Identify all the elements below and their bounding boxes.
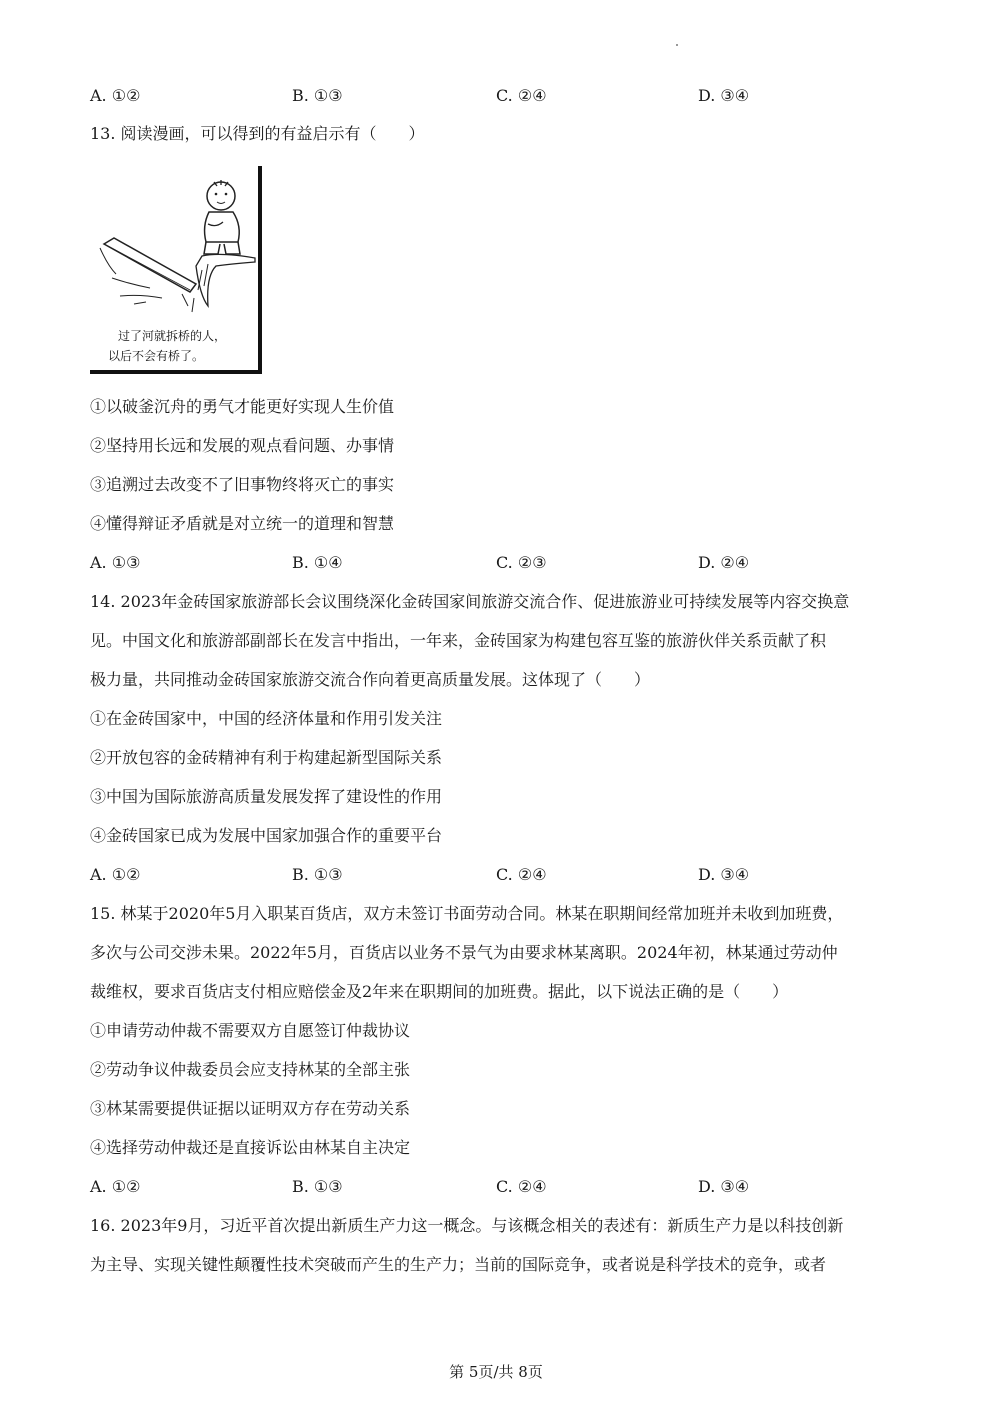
option-a: A. ①③ [90,553,141,572]
cartoon-image [90,166,264,376]
q16-stem-line-1: 16. 2023年9月，习近平首次提出新质生产力这一概念。与该概念相关的表述有：新质生产力是以科技创新 [90,1216,844,1235]
option-a: A. ①② [90,865,141,884]
option-c: C. ②④ [496,1177,547,1196]
option-b: B. ①④ [292,553,343,572]
option-c: C. ②④ [496,86,547,105]
option-b: B. ①③ [292,1177,343,1196]
q15-statement-4: ④选择劳动仲裁还是直接诉讼由林某自主决定 [90,1138,411,1157]
q14-stem-line-1: 14. 2023年金砖国家旅游部长会议围绕深化金砖国家间旅游交流合作、促进旅游业可持续发展等内容交换意 [90,592,850,611]
q14-stem-line-3: 极力量，共同推动金砖国家旅游交流合作向着更高质量发展。这体现了（ ） [90,670,651,689]
option-d: D. ③④ [698,865,750,884]
q14-statement-4: ④金砖国家已成为发展中国家加强合作的重要平台 [90,826,443,845]
q15-stem-line-3: 裁维权，要求百货店支付相应赔偿金及2年来在职期间的加班费。据此，以下说法正确的是（ ） [90,982,789,1001]
cartoon-caption-line-1: 过了河就拆桥的人， [118,329,227,343]
q15-statement-2: ②劳动争议仲裁委员会应支持林某的全部主张 [90,1060,411,1079]
option-d: D. ③④ [698,1177,750,1196]
q14-statement-2: ②开放包容的金砖精神有利于构建起新型国际关系 [90,748,443,767]
q15-stem-line-2: 多次与公司交涉未果。2022年5月，百货店以业务不景气为由要求林某离职。2024年初，林某通过劳动仲 [90,943,838,962]
q14-statement-3: ③中国为国际旅游高质量发展发挥了建设性的作用 [90,787,443,806]
option-a: A. ①② [90,1177,141,1196]
option-c: C. ②③ [496,553,547,572]
q13-stem: 13. 阅读漫画，可以得到的有益启示有（ ） [90,124,425,143]
option-d: D. ③④ [698,86,750,105]
page-footer: 第 5页/共 8页 [449,1363,543,1381]
q13-statement-2: ②坚持用长远和发展的观点看问题、办事情 [90,436,395,455]
q13-statement-1: ①以破釜沉舟的勇气才能更好实现人生价值 [90,397,395,416]
scan-speck [676,44,678,46]
q14-stem-line-2: 见。中国文化和旅游部副部长在发言中指出，一年来，金砖国家为构建包容互鉴的旅游伙伴关系贡献了积 [90,631,827,650]
option-b: B. ①③ [292,86,343,105]
q14-statement-1: ①在金砖国家中，中国的经济体量和作用引发关注 [90,709,443,728]
q15-statement-1: ①申请劳动仲裁不需要双方自愿签订仲裁协议 [90,1021,411,1040]
q13-statement-3: ③追溯过去改变不了旧事物终将灭亡的事实 [90,475,395,494]
option-d: D. ②④ [698,553,750,572]
option-a: A. ①② [90,86,141,105]
option-b: B. ①③ [292,865,343,884]
option-c: C. ②④ [496,865,547,884]
q15-stem-line-1: 15. 林某于2020年5月入职某百货店，双方未签订书面劳动合同。林某在职期间经常加班并未收到加班费， [90,904,844,923]
q15-statement-3: ③林某需要提供证据以证明双方存在劳动关系 [90,1099,411,1118]
q16-stem-line-2: 为主导、实现关键性颠覆性技术突破而产生的生产力；当前的国际竞争，或者说是科学技术的竞争，或者 [90,1255,827,1274]
cartoon-caption-line-2: 以后不会有桥了。 [108,349,205,363]
q13-statement-4: ④懂得辩证矛盾就是对立统一的道理和智慧 [90,514,395,533]
